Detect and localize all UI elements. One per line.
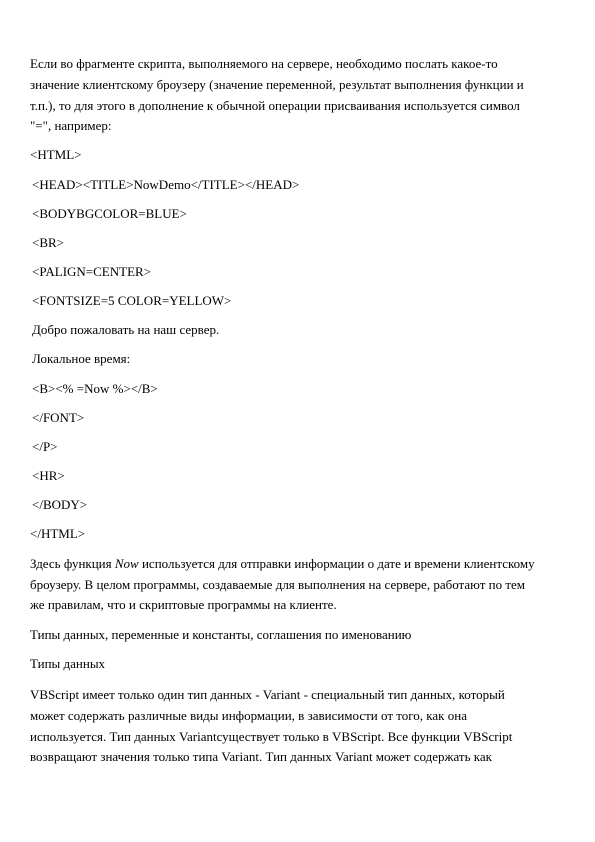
explanation-text-a: Здесь функция bbox=[30, 556, 115, 571]
explanation-line-1 bbox=[30, 555, 570, 573]
now-function-name: Now bbox=[114, 556, 139, 571]
code-line-html-close: </HTML> bbox=[30, 526, 86, 541]
code-line-body-open: <BODYBGCOLOR=BLUE> bbox=[32, 206, 187, 221]
body-line-1: VBScript имеет только один тип данных - Variant - специальный тип данных, который bbox=[30, 687, 505, 702]
body-line-2: может содержать различные виды информации, в зависимости от того, как она bbox=[30, 708, 467, 723]
code-line-local-time: Локальное время: bbox=[32, 351, 131, 366]
body-line-3: используется. Тип данных Variantсуществует только в VBScript. Все функции VBScript bbox=[30, 729, 513, 744]
code-line-font-open: <FONTSIZE=5 COLOR=YELLOW> bbox=[32, 293, 232, 308]
code-line-hr: <HR> bbox=[32, 468, 65, 483]
code-line-br: <BR> bbox=[32, 235, 65, 250]
code-line-now: <B><% =Now %></B> bbox=[32, 381, 158, 396]
intro-line-4: "=", например: bbox=[30, 118, 112, 133]
code-line-head: <HEAD><TITLE>NowDemo</TITLE></HEAD> bbox=[32, 177, 300, 192]
intro-line-1: Если во фрагменте скрипта, выполняемого на сервере, необходимо послать какое-то bbox=[30, 56, 498, 71]
body-line-4: возвращают значения только типа Variant. Тип данных Variant может содержать как bbox=[30, 749, 492, 764]
intro-line-3: т.п.), то для этого в дополнение к обычной операции присваивания используется символ bbox=[30, 98, 520, 113]
subsection-heading: Типы данных bbox=[30, 656, 106, 671]
code-line-body-close: </BODY> bbox=[32, 497, 88, 512]
code-line-p-open: <PALIGN=CENTER> bbox=[32, 264, 152, 279]
code-line-html-open: <HTML> bbox=[30, 147, 82, 162]
intro-line-2: значение клиентскому броузеру (значение переменной, результат выполнения функции и bbox=[30, 77, 524, 92]
code-line-p-close: </P> bbox=[32, 439, 58, 454]
section-heading: Типы данных, переменные и константы, соглашения по именованию bbox=[30, 627, 412, 642]
explanation-line-3: же правилам, что и скриптовые программы на клиенте. bbox=[30, 597, 337, 612]
code-line-welcome: Добро пожаловать на наш сервер. bbox=[32, 322, 220, 337]
code-line-font-close: </FONT> bbox=[32, 410, 85, 425]
explanation-line-2: броузеру. В целом программы, создаваемые для выполнения на сервере, работают по тем bbox=[30, 577, 526, 592]
explanation-text-b: используется для отправки информации о дате и времени клиентскому bbox=[138, 556, 535, 571]
